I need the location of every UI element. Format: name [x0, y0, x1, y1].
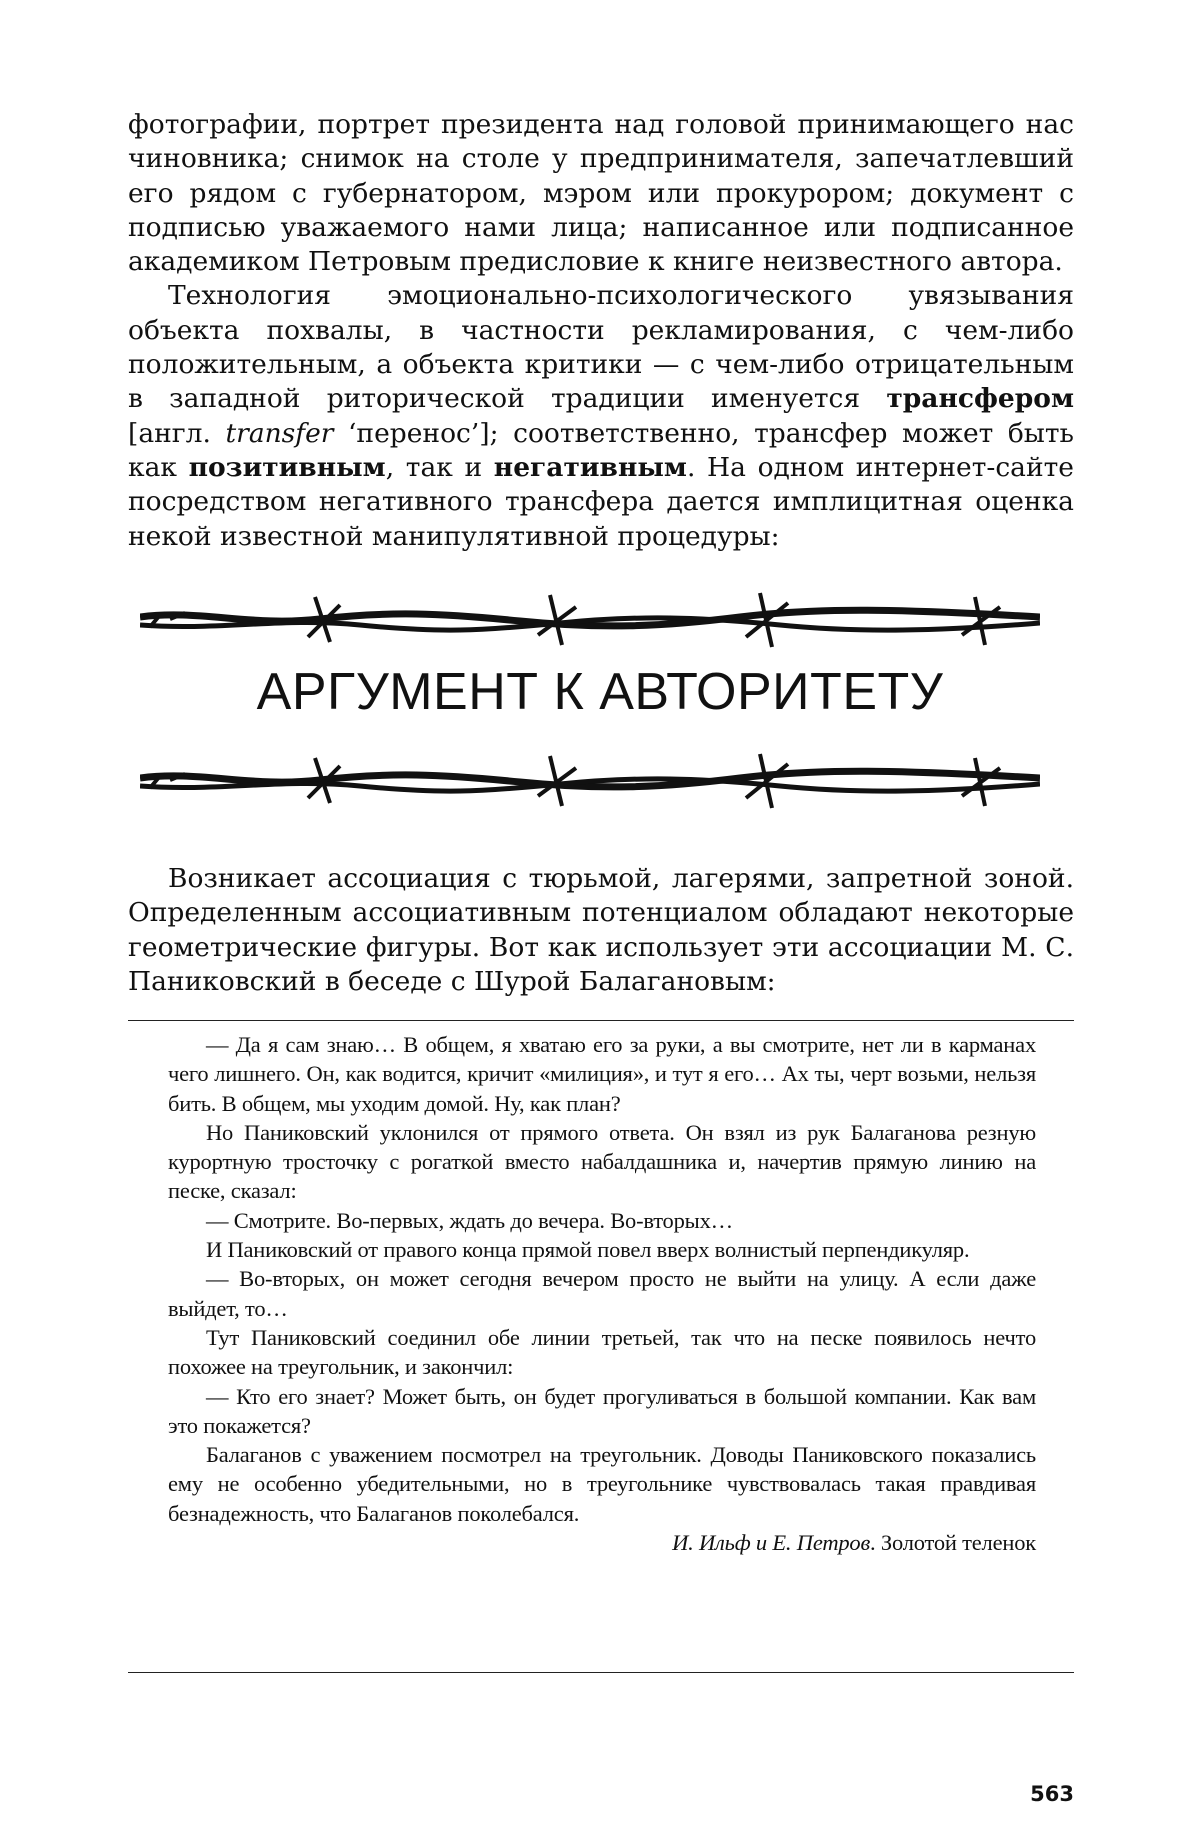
text-run: [англ.	[128, 417, 226, 449]
text-run: , так и	[385, 451, 494, 483]
quote-paragraph: Тут Паниковский соединил обе линии третьей, так что на песке появилось нечто похожее на треугольник, и закончил:	[168, 1324, 1036, 1380]
after-banner-text	[128, 862, 1074, 999]
quote-authors: И. Ильф и Е. Петров	[672, 1530, 871, 1556]
literary-quote	[168, 1030, 1036, 1557]
text-run: Технология эмоционально-психологического увязывания объекта похвалы, в частности рекламирования, с чем-либо положительным, а объекта критики — с чем-либо отрицательным в западной риторической традиции именуется	[128, 280, 1074, 415]
text-run: . На одном интернет-сайте посредством негативного трансфера дается имплицитная оценка некой известной манипулятивной процедуры:	[128, 451, 1074, 552]
barbed-wire-top	[140, 587, 1040, 657]
quote-source	[168, 1528, 1036, 1557]
quote-paragraph: — Кто его знает? Может быть, он будет прогуливаться в большой компании. Как вам это покажется?	[168, 1383, 1036, 1438]
barbed-wire-bottom	[140, 748, 1040, 818]
quote-paragraph: — Да я сам знаю… В общем, я хватаю его за руки, а вы смотрите, нет ли в карманах чего лишнего. Он, как водится, кричит «милиция», и тут я его… Ах ты, черт возьми, нельзя бить. В общем, мы уходим домой. Ну, как план?	[168, 1032, 1036, 1116]
quote-paragraph: Балаганов с уважением посмотрел на треугольник. Доводы Паниковского показались ему не особенно убедительными, но в треугольнике чувствовалась такая правдивая безнадежность, что Балаганов поколебался.	[168, 1442, 1036, 1526]
banner-title: АРГУМЕНТ К АВТОРИТЕТУ	[256, 663, 944, 721]
main-text	[128, 108, 1074, 554]
paragraph-continued: фотографии, портрет президента над головой принимающего нас чиновника; снимок на столе у предпринимателя, запечатлевший его рядом с губернатором, мэром или прокурором; документ с подписью уважаемого нами лица; написанное или подписанное академиком Петровым предисловие к книге неизвестного автора.	[128, 109, 1074, 278]
term-positive: позитивным	[188, 451, 386, 483]
quote-title: . Золотой теленок	[870, 1530, 1036, 1556]
quote-paragraph: И Паниковский от правого конца прямой повел вверх волнистый перпендикуляр.	[206, 1237, 970, 1263]
quote-paragraph: Но Паниковский уклонился от прямого ответа. Он взял из рук Балаганова резную курортную тросточку с рогаткой вместо набалдашника и, начертив прямую линию на песке, сказал:	[168, 1119, 1036, 1204]
text-run: ‘перенос’]; соответственно, трансфер может быть как	[128, 417, 1074, 483]
quote-rule-bottom	[128, 1672, 1074, 1673]
paragraph-association: Возникает ассоциация с тюрьмой, лагерями, запретной зоной. Определенным ассоциативным потенциалом обладают некоторые геометрические фигуры. Вот как использует эти ассоциации М. С. Паниковский в беседе с Шурой Балагановым:	[128, 863, 1074, 997]
paragraph-transfer	[128, 279, 1074, 553]
quote-paragraph: — Смотрите. Во-первых, ждать до вечера. Во-вторых…	[206, 1207, 733, 1233]
quote-paragraph: — Во-вторых, он может сегодня вечером просто не выйти на улицу. А если даже выйдет, то…	[168, 1266, 1036, 1321]
term-english: transfer	[225, 417, 334, 449]
term-negative: негативным	[493, 451, 687, 483]
term-transfer: трансфером	[886, 383, 1074, 415]
page-number: 563	[1030, 1782, 1074, 1806]
quote-rule-top	[128, 1020, 1074, 1021]
